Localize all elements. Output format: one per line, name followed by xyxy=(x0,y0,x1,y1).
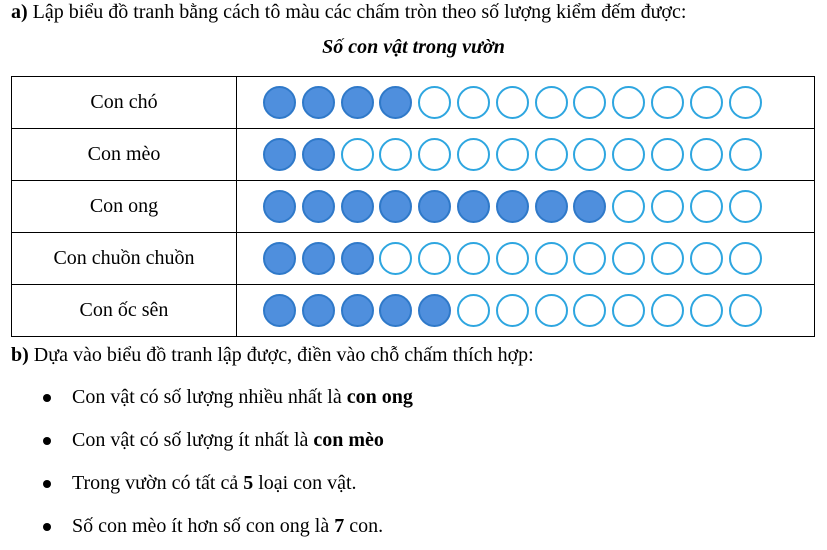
filled-dot xyxy=(496,190,529,223)
answer-text: Con vật có số lượng nhiều nhất là xyxy=(72,386,347,408)
filled-dot xyxy=(263,190,296,223)
part-b-text: Dựa vào biểu đồ tranh lập được, điền vào chỗ chấm thích hợp: xyxy=(28,344,534,366)
empty-dot xyxy=(379,138,412,171)
answer-text: Trong vườn có tất cả xyxy=(72,472,244,494)
filled-dot xyxy=(341,294,374,327)
bullet-icon xyxy=(43,480,51,488)
empty-dot xyxy=(612,86,645,119)
empty-dot xyxy=(573,294,606,327)
empty-dot xyxy=(496,294,529,327)
empty-dot xyxy=(496,86,529,119)
empty-dot xyxy=(612,294,645,327)
empty-dot xyxy=(457,86,490,119)
answer-item xyxy=(0,416,413,459)
answer-value: 7 xyxy=(334,515,345,537)
filled-dot xyxy=(341,242,374,275)
dot-row xyxy=(263,86,814,119)
filled-dot xyxy=(535,190,568,223)
answer-value: con mèo xyxy=(313,429,384,451)
dot-row xyxy=(263,138,814,171)
filled-dot xyxy=(263,242,296,275)
empty-dot xyxy=(729,294,762,327)
filled-dot xyxy=(379,86,412,119)
empty-dot xyxy=(535,242,568,275)
part-b-label: b) xyxy=(11,344,29,366)
empty-dot xyxy=(729,86,762,119)
dot-cell xyxy=(237,129,815,181)
empty-dot xyxy=(535,294,568,327)
filled-dot xyxy=(457,190,490,223)
dot-row xyxy=(263,294,814,327)
filled-dot xyxy=(302,190,335,223)
empty-dot xyxy=(690,294,723,327)
empty-dot xyxy=(496,138,529,171)
empty-dot xyxy=(573,138,606,171)
filled-dot xyxy=(418,190,451,223)
pictograph-table xyxy=(11,76,815,337)
chart-row xyxy=(12,77,815,129)
answer-value: 5 xyxy=(243,472,254,494)
empty-dot xyxy=(418,86,451,119)
dot-row xyxy=(263,242,814,275)
answer-text: Số con mèo ít hơn số con ong là xyxy=(72,515,335,537)
empty-dot xyxy=(457,294,490,327)
empty-dot xyxy=(535,86,568,119)
empty-dot xyxy=(651,242,684,275)
part-b-instruction xyxy=(11,344,534,367)
empty-dot xyxy=(690,86,723,119)
empty-dot xyxy=(651,190,684,223)
animal-label: Con mèo xyxy=(12,129,237,181)
chart-row xyxy=(12,285,815,337)
filled-dot xyxy=(418,294,451,327)
empty-dot xyxy=(418,242,451,275)
empty-dot xyxy=(457,242,490,275)
filled-dot xyxy=(263,294,296,327)
answer-list xyxy=(0,373,413,545)
filled-dot xyxy=(341,86,374,119)
empty-dot xyxy=(457,138,490,171)
part-a-instruction xyxy=(11,1,686,24)
filled-dot xyxy=(302,242,335,275)
empty-dot xyxy=(651,138,684,171)
filled-dot xyxy=(263,86,296,119)
animal-label: Con chuồn chuồn xyxy=(12,233,237,285)
dot-cell xyxy=(237,285,815,337)
answer-item xyxy=(0,373,413,416)
part-a-label: a) xyxy=(11,1,28,23)
filled-dot xyxy=(573,190,606,223)
empty-dot xyxy=(418,138,451,171)
dot-cell xyxy=(237,233,815,285)
filled-dot xyxy=(341,190,374,223)
empty-dot xyxy=(496,242,529,275)
chart-row xyxy=(12,233,815,285)
filled-dot xyxy=(263,138,296,171)
filled-dot xyxy=(302,86,335,119)
answer-item xyxy=(0,459,413,502)
animal-label: Con ong xyxy=(12,181,237,233)
filled-dot xyxy=(379,190,412,223)
bullet-icon xyxy=(43,437,51,445)
chart-row xyxy=(12,129,815,181)
empty-dot xyxy=(341,138,374,171)
empty-dot xyxy=(729,138,762,171)
empty-dot xyxy=(690,190,723,223)
empty-dot xyxy=(690,242,723,275)
part-a-text: Lập biểu đồ tranh bằng cách tô màu các chấm tròn theo số lượng kiểm đếm được: xyxy=(27,1,687,23)
animal-label: Con chó xyxy=(12,77,237,129)
chart-title: Số con vật trong vườn xyxy=(322,36,505,58)
empty-dot xyxy=(379,242,412,275)
animal-label: Con ốc sên xyxy=(12,285,237,337)
empty-dot xyxy=(612,138,645,171)
empty-dot xyxy=(535,138,568,171)
answer-text-after: loại con vật. xyxy=(253,472,357,494)
chart-row xyxy=(12,181,815,233)
answer-text: Con vật có số lượng ít nhất là xyxy=(72,429,314,451)
filled-dot xyxy=(379,294,412,327)
empty-dot xyxy=(729,242,762,275)
empty-dot xyxy=(651,86,684,119)
filled-dot xyxy=(302,294,335,327)
empty-dot xyxy=(729,190,762,223)
dot-cell xyxy=(237,181,815,233)
empty-dot xyxy=(612,242,645,275)
dot-cell xyxy=(237,77,815,129)
empty-dot xyxy=(573,86,606,119)
empty-dot xyxy=(573,242,606,275)
answer-text-after: con. xyxy=(344,515,384,537)
empty-dot xyxy=(651,294,684,327)
dot-row xyxy=(263,190,814,223)
bullet-icon xyxy=(43,523,51,531)
filled-dot xyxy=(302,138,335,171)
empty-dot xyxy=(690,138,723,171)
bullet-icon xyxy=(43,394,51,402)
answer-value: con ong xyxy=(346,386,413,408)
empty-dot xyxy=(612,190,645,223)
